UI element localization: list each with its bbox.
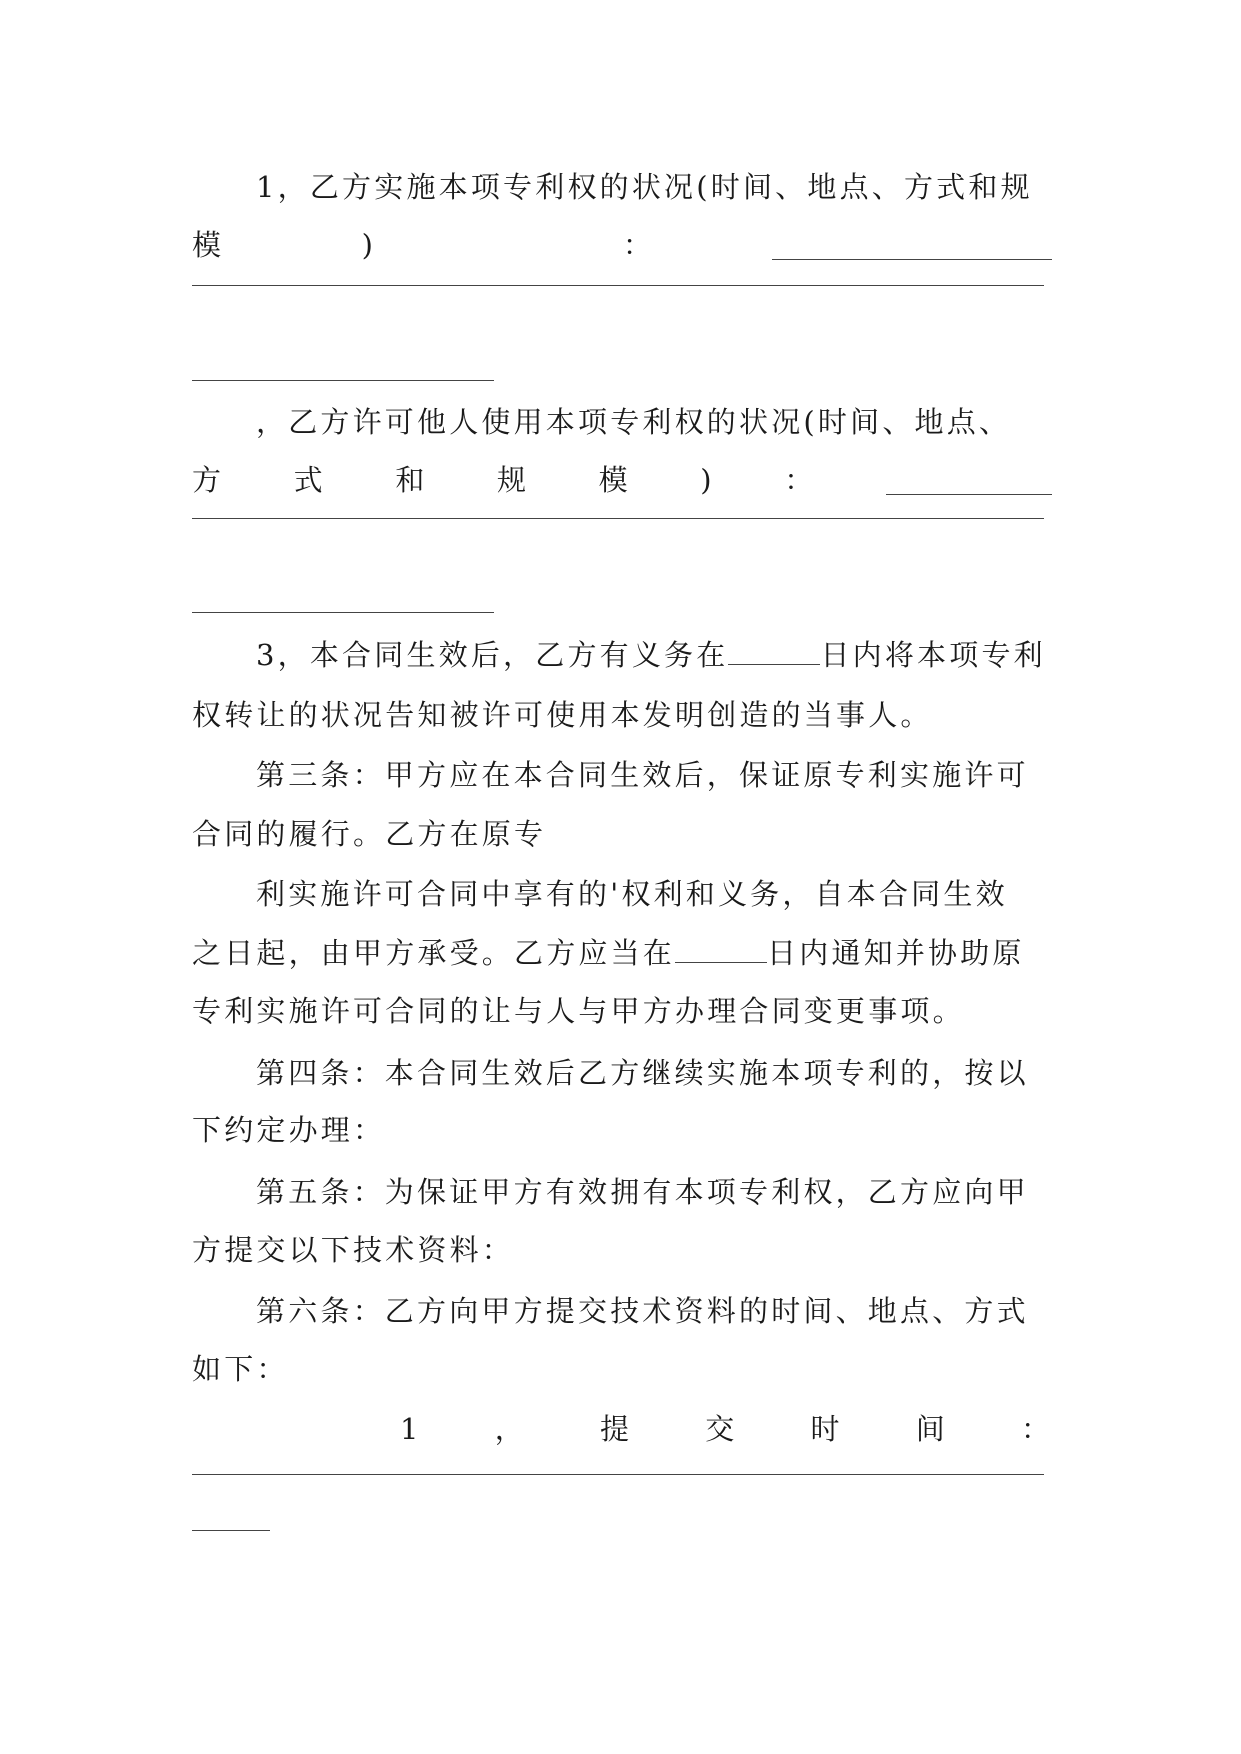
- article6-line2: 如下：: [192, 1352, 289, 1386]
- section3-text-b: 日内将本项专利: [820, 638, 1046, 672]
- section2-line1: ，乙方许可他人使用本项专利权的状况(时间、地点、: [256, 405, 1012, 439]
- section1-paren: ): [361, 228, 373, 262]
- article6-item1-word-4: 交: [705, 1412, 735, 1446]
- section2-word-3: 和: [395, 463, 425, 497]
- article3-line2: 合同的履行。乙方在原专: [192, 817, 547, 851]
- section2-word-7: ：: [784, 463, 814, 497]
- section2-word-5: 模: [598, 463, 628, 497]
- article5-line2: 方提交以下技术资料：: [192, 1233, 515, 1267]
- article6-line1: 第六条：乙方向甲方提交技术资料的时间、地点、方式: [256, 1294, 1029, 1328]
- section2-line2: [192, 450, 1052, 510]
- section2-fill-line-2[interactable]: [192, 518, 1044, 519]
- section2-word-2: 式: [293, 463, 323, 497]
- article6-item1-word-7: ：: [1020, 1412, 1050, 1446]
- article6-item1-word-2: ，: [494, 1412, 524, 1446]
- section3-text-a: 3，本合同生效后，乙方有义务在: [256, 638, 729, 672]
- section2-fill-blank[interactable]: [886, 466, 1052, 495]
- section1-line1: 1，乙方实施本项专利权的状况(时间、地点、方式和规: [256, 170, 1033, 204]
- article6-fill-line-2[interactable]: [192, 1530, 270, 1531]
- article3-line4: [192, 923, 1052, 983]
- section1-fill-line-2[interactable]: [192, 285, 1044, 286]
- section1-line2: [192, 215, 1052, 275]
- article6-item1-word-5: 时: [810, 1412, 840, 1446]
- article4-line1: 第四条：本合同生效后乙方继续实施本项专利的，按以: [256, 1056, 1029, 1090]
- article5-line1: 第五条：为保证甲方有效拥有本项专利权，乙方应向甲: [256, 1175, 1029, 1209]
- section1-word-mo: 模: [192, 228, 222, 262]
- article3-line3: 利实施许可合同中享有的'权利和义务，自本合同生效: [256, 877, 1008, 911]
- article6-fill-line-1[interactable]: [192, 1474, 1044, 1475]
- section3-days-blank[interactable]: [728, 640, 820, 665]
- article3-text-b: 日内通知并协助原: [767, 936, 1025, 970]
- section2-word-4: 规: [496, 463, 526, 497]
- article3-line1: 第三条：甲方应在本合同生效后，保证原专利实施许可: [256, 758, 1029, 792]
- section1-fill-line-3[interactable]: [192, 380, 494, 381]
- article6-item1-word-1: 1: [400, 1412, 419, 1446]
- section2-word-6: ): [700, 463, 712, 497]
- section2-fill-line-3[interactable]: [192, 612, 494, 613]
- article4-line2: 下约定办理：: [192, 1113, 386, 1147]
- section1-fill-blank[interactable]: [772, 231, 1052, 260]
- section3-line1: [256, 625, 1052, 685]
- article6-item1-word-6: 间: [915, 1412, 945, 1446]
- article6-item1-line: [400, 1399, 1050, 1459]
- article3-text-a: 之日起，由甲方承受。乙方应当在: [192, 936, 676, 970]
- section1-colon: ：: [622, 228, 652, 262]
- section3-line2: 权转让的状况告知被许可使用本发明创造的当事人。: [192, 698, 933, 732]
- section2-word-1: 方: [192, 463, 222, 497]
- article3-days-blank[interactable]: [675, 938, 767, 963]
- article3-line5: 专利实施许可合同的让与人与甲方办理合同变更事项。: [192, 994, 965, 1028]
- article6-item1-word-3: 提: [599, 1412, 629, 1446]
